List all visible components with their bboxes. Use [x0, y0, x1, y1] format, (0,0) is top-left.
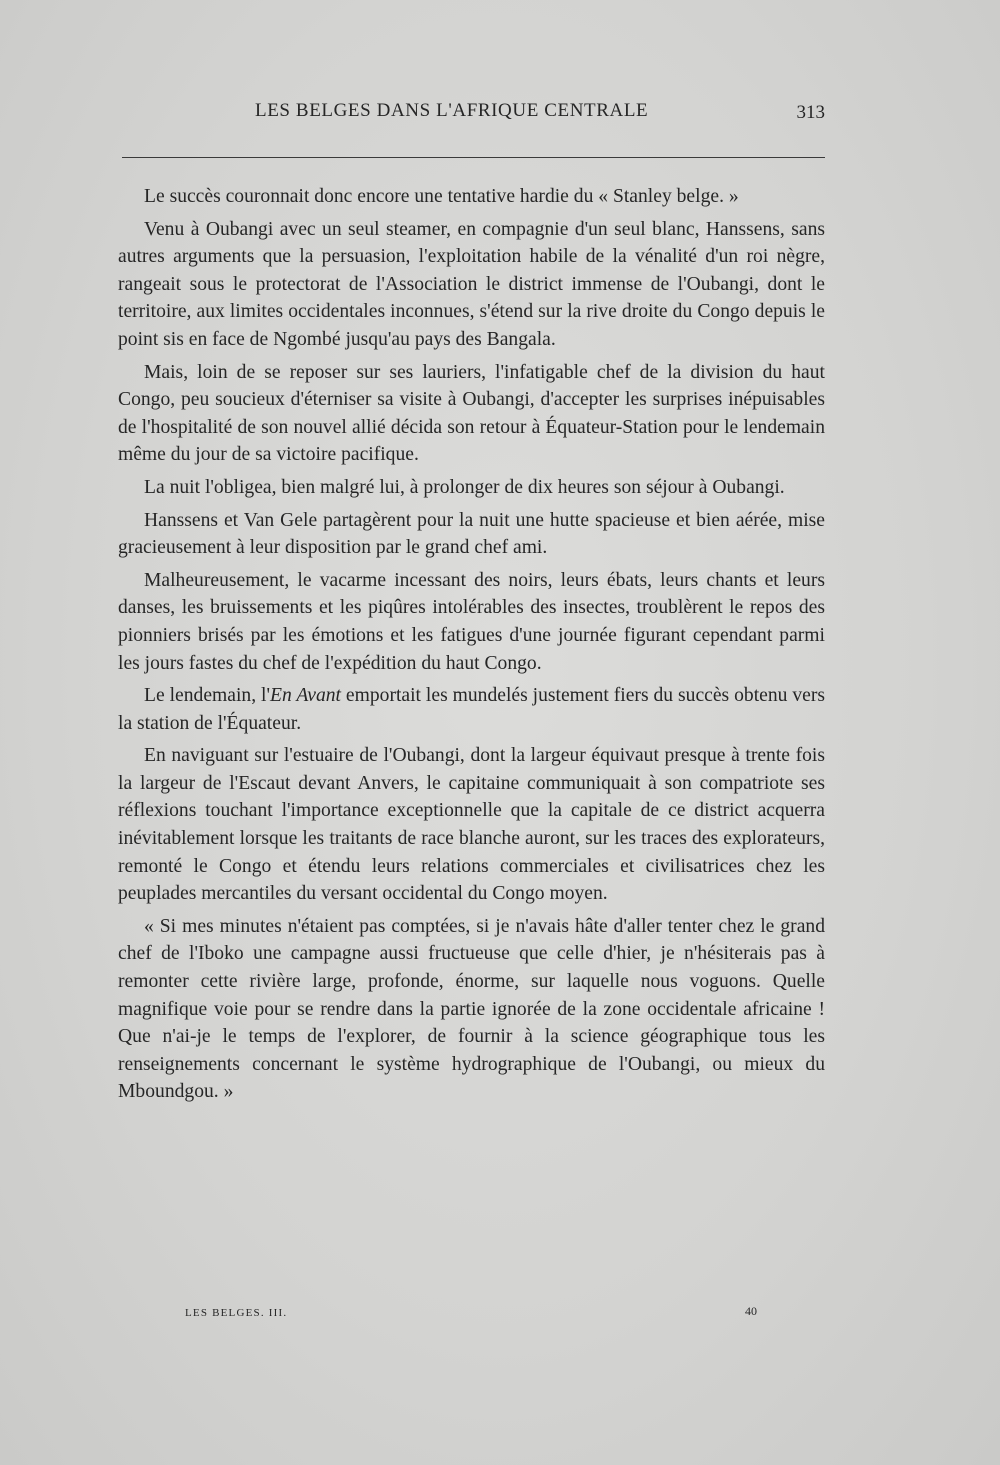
page-header [120, 100, 825, 130]
paragraph-1: Le succès couronnait donc encore une tentative hardie du « Stanley belge. » [144, 186, 739, 207]
body-text [118, 183, 825, 1111]
paragraph-2: Venu à Oubangi avec un seul steamer, en compagnie d'un seul blanc, Hanssens, sans autres arguments que la persuasion, l'exploitation habile de la vénalité d'un roi nègre, rangeait sous le protectorat de l'Association le district immense de l'Oubangi, dont le territoire, aux limites occidentales inconnues, s'étend sur la rive droite du Congo depuis le point sis en face de Ngombé jusqu'au pays des Bangala. [118, 218, 825, 350]
running-title: LES BELGES DANS L'AFRIQUE CENTRALE [255, 100, 649, 121]
paragraph-8: En naviguant sur l'estuaire de l'Oubangi, dont la largeur équivaut presque à trente fois la largeur de l'Escaut devant Anvers, le capitaine communiquait à son compatriote ses réflexions touchant l'importance exceptionnelle que la capitale de ce district acquerra inévitablement lorsque les traitants de race blanche auront, sur les traces des explorateurs, remonté le Congo et étendu leurs relations commerciales et civilisatrices chez les peuplades mercantiles du versant occidental du Congo moyen. [118, 745, 825, 905]
paragraph-7-start: Le lendemain, l' [144, 685, 271, 707]
paragraph-5: Hanssens et Van Gele partagèrent pour la nuit une hutte spacieuse et bien aérée, mise gracieusement à leur disposition par le grand chef ami. [118, 509, 825, 559]
signature-mark: LES BELGES. III. [185, 1307, 288, 1319]
paragraph-6: Malheureusement, le vacarme incessant des noirs, leurs ébats, leurs chants et leurs danses, les bruissements et les piqûres intolérables des insectes, troublèrent le repos des pionniers brisés par les émotions et les fatigues d'une journée figurant cependant parmi les jours fastes du chef de l'expédition du haut Congo. [118, 569, 825, 674]
paragraph-9: « Si mes minutes n'étaient pas comptées, si je n'avais hâte d'aller tenter chez le grand chef de l'Iboko une campagne aussi fructueuse que celle d'hier, je n'hésiterais pas à remonter cette rivière large, profonde, énorme, sur laquelle nous voguons. Quelle magnifique voie pour se rendre dans la partie ignorée de la zone occidentale africaine ! Que n'ai-je le temps de l'explorer, de fournir à la science géographique tous les renseignements concernant le système hydrographique de l'Oubangi, ou mieux du Mboundgou. » [118, 915, 825, 1103]
paragraph-3: Mais, loin de se reposer sur ses lauriers, l'infatigable chef de la division du haut Congo, peu soucieux d'éterniser sa visite à Oubangi, d'accepter les surprises inépuisables de l'hospitalité de son nouvel allié décida son retour à Équateur-Station pour le lendemain même du jour de sa victoire pacifique. [118, 361, 825, 466]
paragraph-7 [118, 682, 825, 737]
page-number: 313 [796, 102, 825, 123]
paragraph-7-end: emportait les mundelés justement fiers du succès obtenu vers la station de l'Équateur. [118, 685, 825, 734]
header-rule [122, 157, 825, 158]
page-footer [185, 1304, 775, 1327]
ship-name: En Avant [270, 685, 341, 707]
sheet-number: 40 [745, 1304, 757, 1318]
paragraph-4: La nuit l'obligea, bien malgré lui, à prolonger de dix heures son séjour à Oubangi. [144, 476, 785, 498]
